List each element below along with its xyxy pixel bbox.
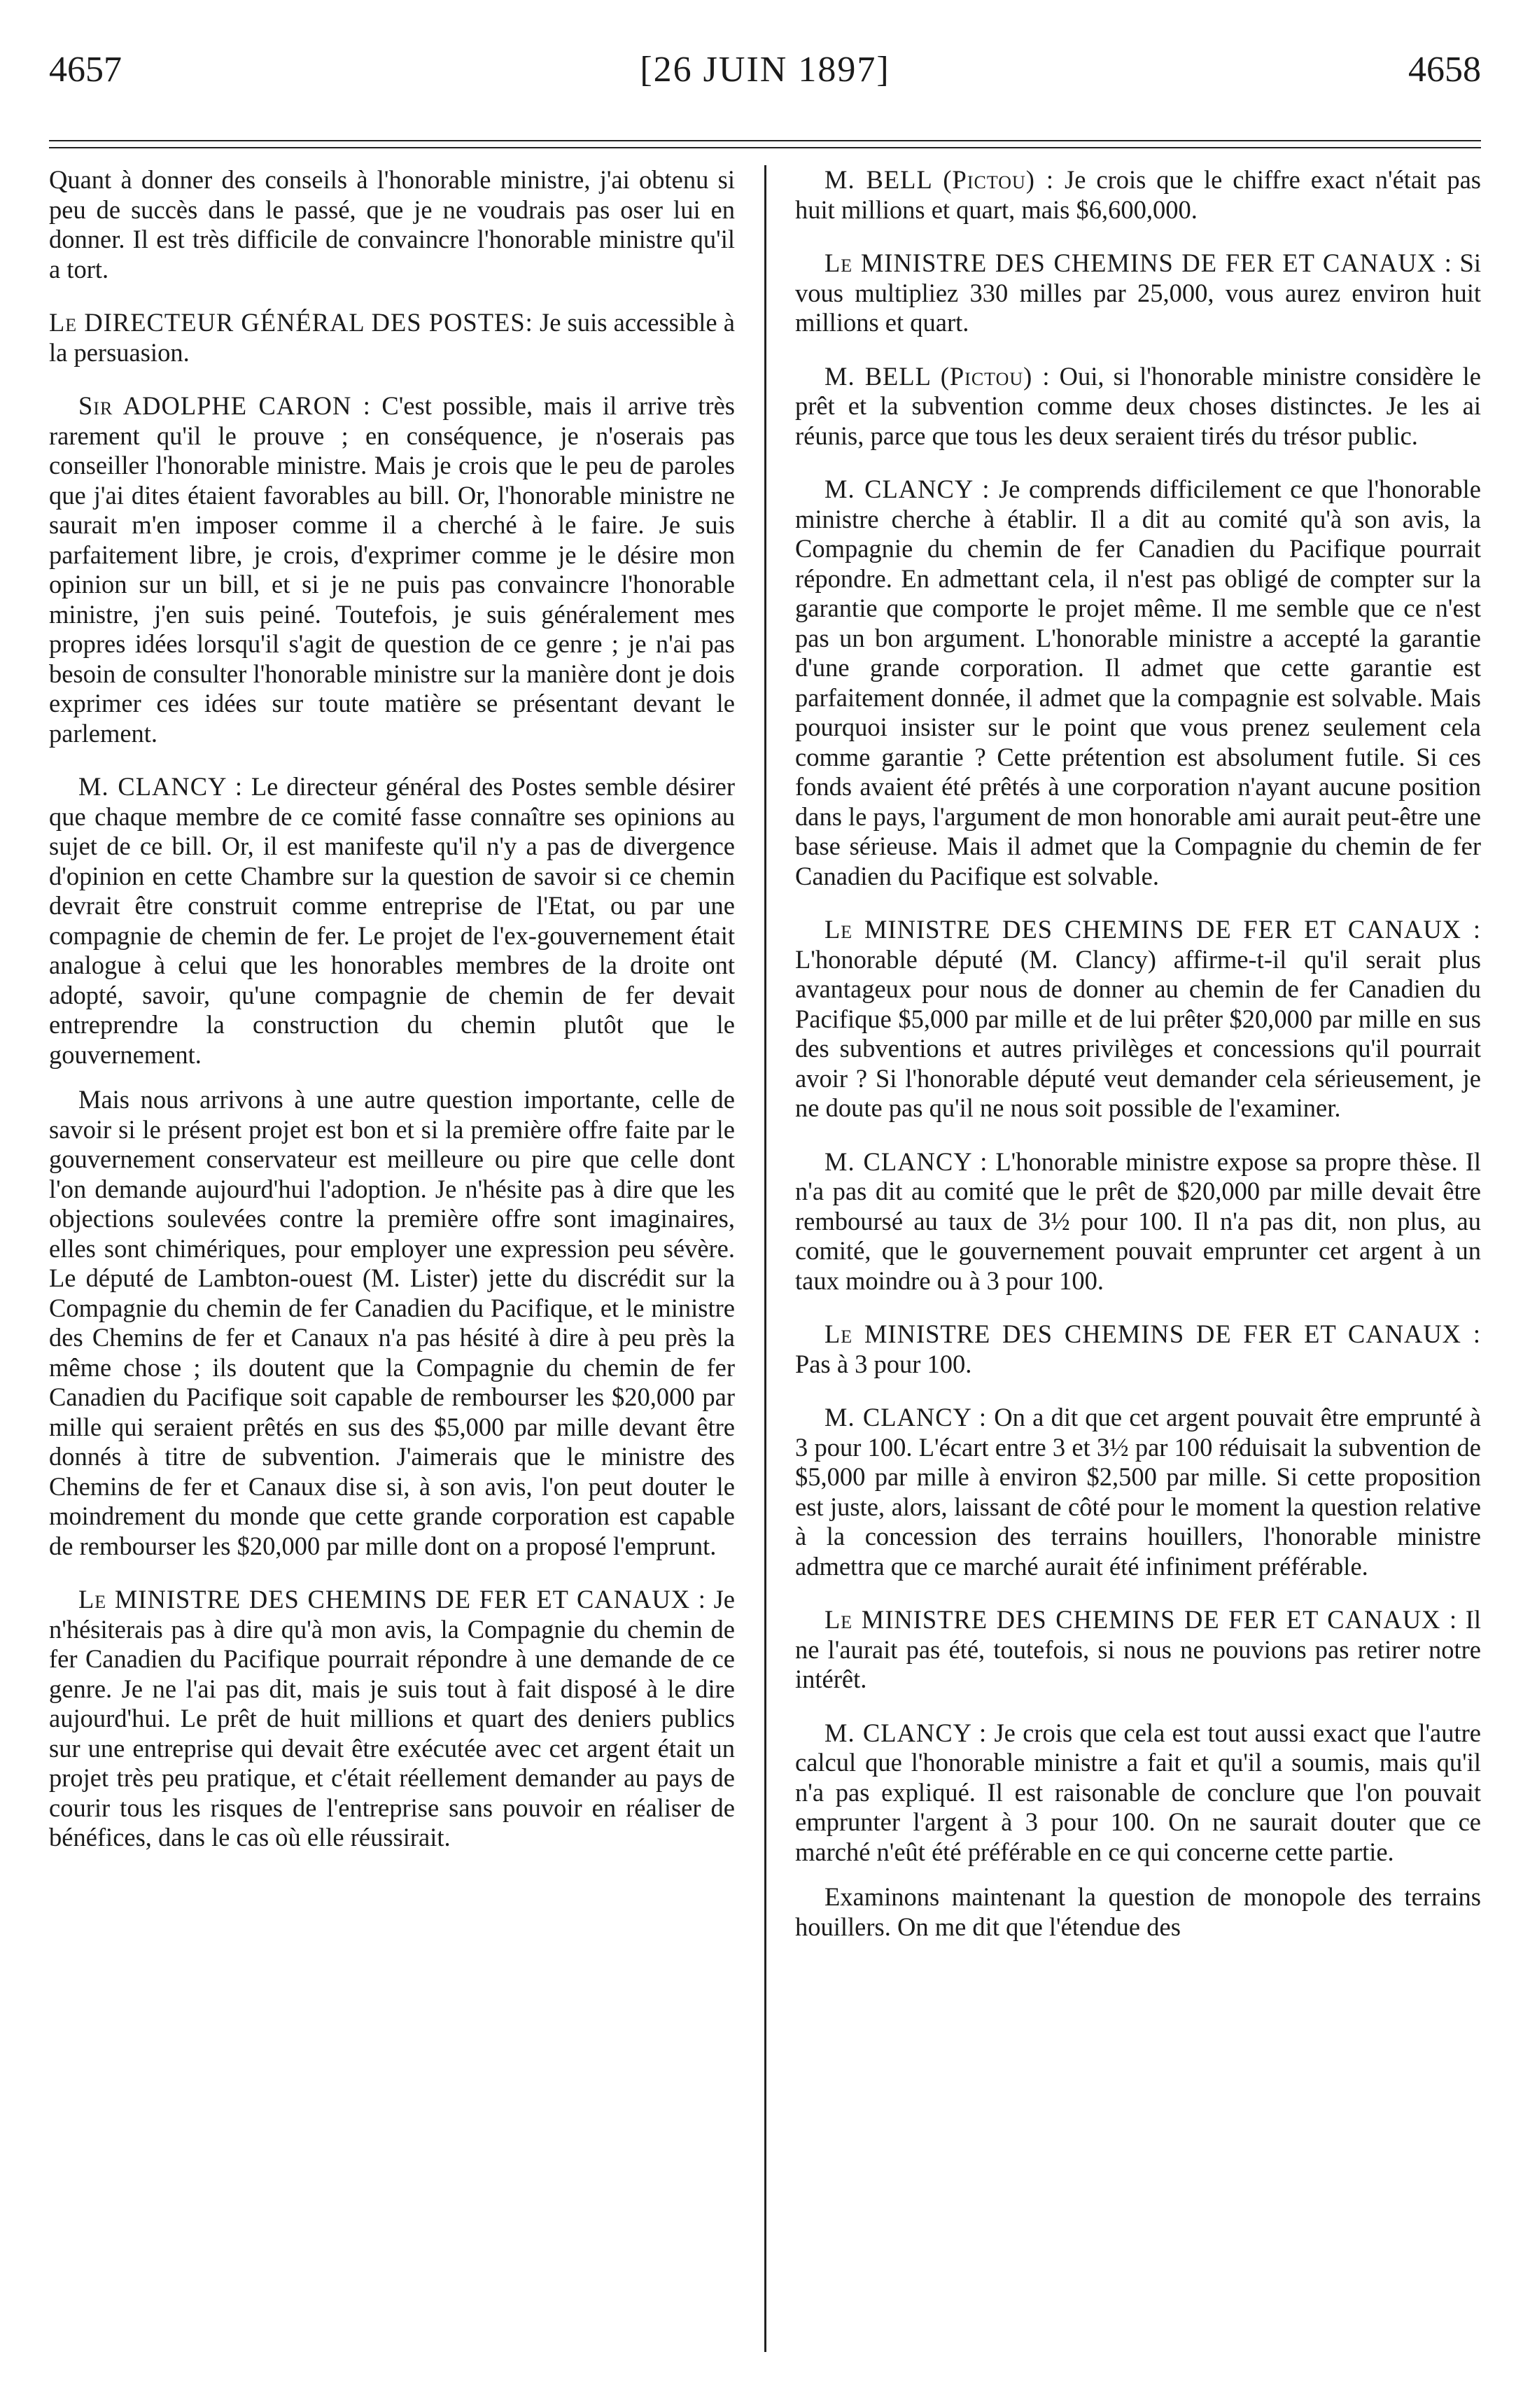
paragraph [795,1403,1481,1581]
speaker-name: Le MINISTRE DES CHEMINS DE FER ET CANAUX : [824,1320,1481,1348]
paragraph [795,165,1481,225]
paragraph-text: On a dit que cet argent pouvait être emprunté à 3 pour 100. L'écart entre 3 et 3½ par 100 réduisait la subvention de $5,000 par mille à environ $2,500 par mille. Si cette proposition est juste, alors, laissant de côté pour le moment la question relative à la concession des terrains houillers, l'honorable ministre admettra que ce marché aurait été infiniment préférable. [795,1403,1482,1581]
paragraph [49,165,735,284]
speaker-name: Le DIRECTEUR GÉNÉRAL DES POSTES: [49,308,533,337]
speaker-name: Le MINISTRE DES CHEMINS DE FER ET CANAUX : [824,248,1452,277]
speaker-name: M. CLANCY : [78,772,244,801]
paragraph-text: Le directeur général des Postes semble désirer que chaque membre de ce comité fasse connaître ses opinions au sujet de ce bill. Or, il est manifeste qu'il n'y a pas de divergence d'opinion en cette Chambre sur la question de savoir si ce chemin devrait être construit comme entreprise de l'Etat, ou par une compagnie de chemin de fer. Le projet de l'ex-gouvernement était analogue à celui que les honorables membres de la droite ont adopté, savoir, qu'une compagnie de chemin de fer devait entreprendre la construction du chemin plutôt que le gouvernement. [49,772,736,1069]
speaker-name: M. BELL (Pictou) : [824,165,1055,194]
page-header [49,49,1481,112]
header-rule-top [49,140,1481,141]
paragraph [795,248,1481,338]
header-rule-bottom [49,147,1481,148]
paragraph-text: Examinons maintenant la question de monopole des terrains houillers. On me dit que l'étendue des [795,1882,1481,1941]
paragraph [49,1585,735,1853]
speaker-name: M. CLANCY : [824,1403,987,1432]
paragraph-text: Je comprends difficilement ce que l'honorable ministre cherche à établir. Il a dit au comité qu'à son avis, la Compagnie du chemin de fer Canadien du Pacifique pourrait répondre. En admettant cela, il n'est pas obligé de compter sur la garantie que comporte le projet même. Il me semble que ce n'est pas un bon argument. L'honorable ministre a accepté la garantie d'une grande corporation. Il admet que cette garantie est parfaitement donnée, il admet que la compagnie est solvable. Mais pourquoi insister sur le point que vous prenez seulement cela comme garantie ? Cette prétention est absolument futile. Si ces fonds avaient été prêtés à une corporation n'ayant aucune position dans le pays, l'argument de mon honorable ami aurait peut-être une base sérieuse. Mais il admet que la Compagnie du chemin de fer Canadien du Pacifique est solvable. [795,475,1482,890]
paragraph-text: C'est possible, mais il arrive très rarement qu'il le prouve ; en conséquence, je n'oserais pas conseiller l'honorable ministre. Mais je crois que le peu de paroles que j'ai dites étaient favorables au bill. Or, l'honorable ministre ne saurait m'en imposer comme il a cherché à le faire. Je suis parfaitement libre, je crois, d'exprimer comme je le désire mon opinion sur un bill, et si je ne puis pas convaincre l'honorable ministre, j'en suis peiné. Toutefois, je suis généralement mes propres idées lorsqu'il s'agit de question de ce genre ; je n'ai pas besoin de consulter l'honorable ministre sur la manière dont je dois exprimer ces idées sur toute matière se présentant devant le parlement. [49,391,735,748]
speaker-name: M. BELL (Pictou) : [824,361,1051,391]
paragraph [795,1718,1481,1868]
paragraph-text: Il ne l'aurait pas été, toutefois, si nous ne pouvions pas retirer notre intérêt. [795,1605,1481,1693]
speaker-name: Le MINISTRE DES CHEMINS DE FER ET CANAUX : [78,1585,706,1614]
speaker-name: M. CLANCY : [824,1718,988,1747]
paragraph-text: Oui, si l'honorable ministre considère le prêt et la subvention comme deux choses distinctes. Je les ai réunis, parce que tous les deux seraient tirés du trésor public. [795,361,1481,450]
paragraph [795,1320,1481,1379]
column-divider [764,165,766,2352]
paragraph-text: Je crois que le chiffre exact n'était pas huit millions et quart, mais $6,600,000. [795,165,1482,224]
paragraph-text: Mais nous arrivons à une autre question importante, celle de savoir si le présent projet est bon et si la première offre faite par le gouvernement conservateur est meilleure ou pire que celle dont l'on demande aujourd'hui l'adoption. Je n'hésite pas à dire que les objections soulevées contre la première offre sont imaginaires, elles sont chimériques, pour employer une expression peu sévère. Le député de Lambton-ouest (M. Lister) jette du discrédit sur la Compagnie du chemin de fer Canadien du Pacifique, et le ministre des Chemins de fer et Canaux n'a pas hésité à dire à peu près la même chose ; ils doutent que la Compagnie du chemin de fer Canadien du Pacifique soit capable de rembourser les $20,000 par mille qui seraient prêtés en sus des $5,000 par mille devant être donnés à titre de subvention. J'aimerais que le ministre des Chemins de fer et Canaux dise si, à son avis, l'on peut douter le moindrement du monde que cette grande corporation est capable de rembourser les $20,000 par mille dont on a proposé l'emprunt. [49,1085,735,1560]
left-column [49,165,735,1868]
paragraph-text: L'honorable ministre expose sa propre thèse. Il n'a pas dit au comité que le prêt de $20,000 par mille devait être remboursé au taux de 3½ pour 100. Il n'a pas dit, non plus, au comité, que le gouvernement pouvait emprunter cet argent à un taux moindre ou à 3 pour 100. [795,1147,1481,1295]
speaker-name: Le MINISTRE DES CHEMINS DE FER ET CANAUX : [824,915,1481,944]
paragraph [795,1605,1481,1695]
right-column [795,165,1481,1957]
page-number-left: 4657 [49,50,122,90]
paragraph-text: Je n'hésiterais pas à dire qu'à mon avis, la Compagnie du chemin de fer Canadien du Pacifique pourrait répondre à une demande de ce genre. Je ne l'ai pas dit, mais je suis tout à fait disposé à le dire aujourd'hui. Le prêt de huit millions et quart des deniers publics sur une entreprise qui devait être exécutée avec cet argent était un projet très peu pratique, et c'était réellement demander au pays de courir tous les risques de l'entreprise sans pouvoir en réaliser de bénéfices, dans le cas où elle réussirait. [49,1585,735,1851]
speaker-name: Le MINISTRE DES CHEMINS DE FER ET CANAUX : [824,1605,1458,1634]
paragraph [49,772,735,1070]
paragraph-text: Je suis accessible à la persuasion. [49,308,736,367]
speaker-name: Sir ADOLPHE CARON : [78,391,371,420]
paragraph-text: Quant à donner des conseils à l'honorable ministre, j'ai obtenu si peu de succès dans le passé, que je ne voudrais pas oser lui en donner. Il est très difficile de convaincre l'honorable ministre qu'il a tort. [49,165,735,284]
paragraph [795,362,1481,451]
header-date: [26 JUIN 1897] [640,50,890,90]
paragraph-text: L'honorable député (M. Clancy) affirme-t-il qu'il serait plus avantageux pour nous de donner au chemin de fer Canadien du Pacifique $5,000 par mille et de lui prêter $20,000 par mille en sus des subventions et autres privilèges et concessions qu'il pourrait avoir ? Si l'honorable député veut demander cela sérieusement, je ne doute pas qu'il ne nous soit possible de l'examiner. [795,944,1481,1122]
paragraph [795,475,1481,891]
paragraph [795,1882,1481,1942]
paragraph-text: Je crois que cela est tout aussi exact que l'autre calcul que l'honorable ministre a fait et qu'il a soumis, mais qu'il n'a pas expliqué. Il est raisonable de conclure que l'on pouvait emprunter l'argent à 3 pour 100. On ne saurait douter que ce marché n'eût été préférable en ce qui concerne cette partie. [795,1718,1481,1866]
paragraph [49,308,735,368]
paragraph [49,391,735,748]
paragraph-text: Pas à 3 pour 100. [795,1349,972,1378]
paragraph [49,1085,735,1561]
speaker-name: M. CLANCY : [824,1147,988,1176]
paragraph [795,1147,1481,1296]
page-number-right: 4658 [1408,50,1481,90]
text-columns [49,165,1481,2352]
speaker-name: M. CLANCY : [824,475,990,503]
paragraph-text: Si vous multipliez 330 milles par 25,000, vous aurez environ huit millions et quart. [795,248,1481,337]
paragraph [795,915,1481,1124]
